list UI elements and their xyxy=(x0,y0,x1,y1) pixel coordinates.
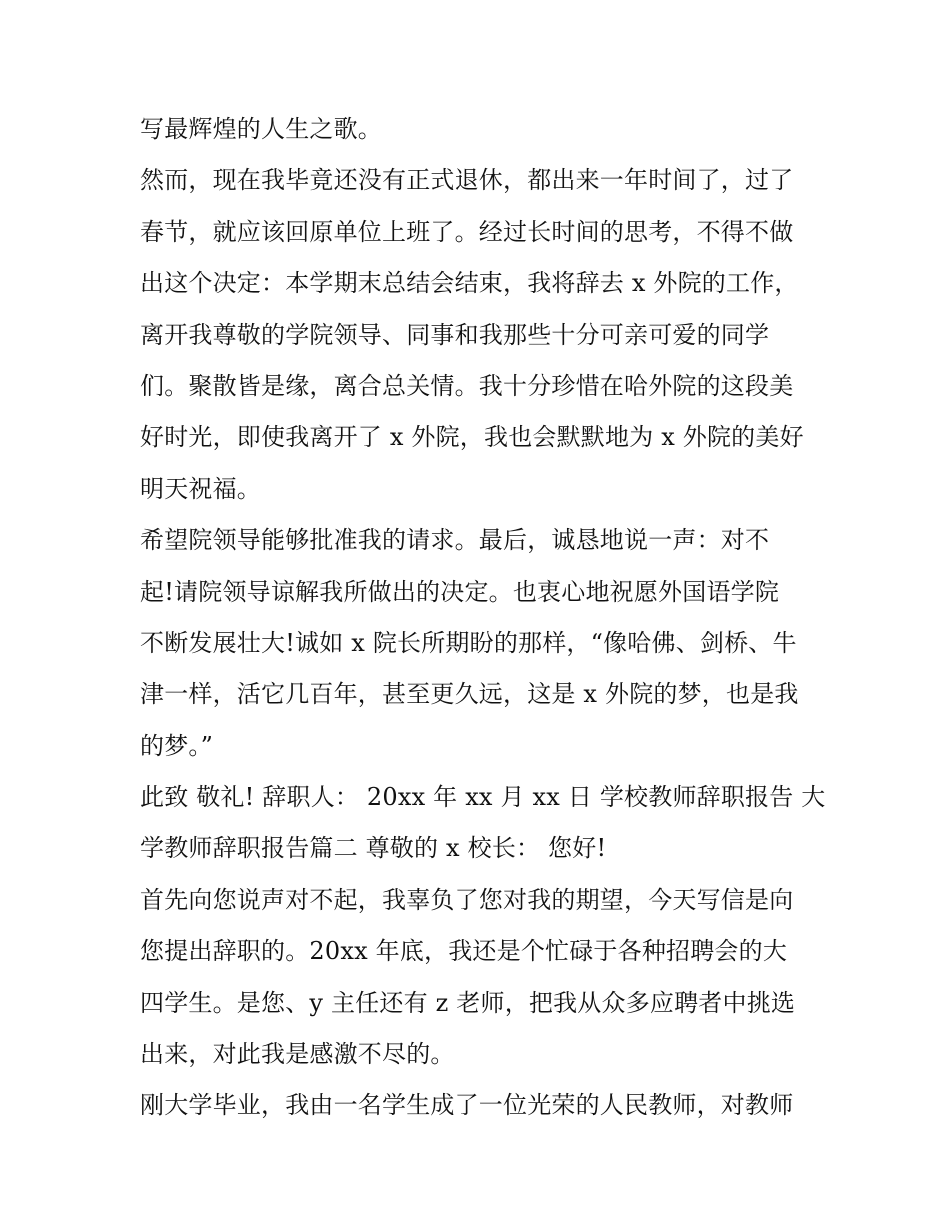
text-line: 刚大学毕业，我由一名学生成了一位光荣的人民教师，对教师 xyxy=(140,1091,794,1120)
text-line: 起!请院领导谅解我所做出的决定。也衷心地祝愿外国语学院 xyxy=(140,577,780,606)
text-line: 好时光，即使我离开了 x 外院，我也会默默地为 x 外院的美好 xyxy=(140,423,804,452)
text-line: 不断发展壮大!诚如 x 院长所期盼的那样，“像哈佛、剑桥、牛 xyxy=(140,628,797,657)
text-line: 的梦。” xyxy=(140,731,214,760)
text-line: 们。聚散皆是缘，离合总关情。我十分珍惜在哈外院的这段美 xyxy=(140,371,794,400)
text-line: 出来，对此我是感激不尽的。 xyxy=(140,1040,455,1069)
text-line: 四学生。是您、y 主任还有 z 老师，把我从众多应聘者中挑选 xyxy=(140,988,796,1017)
text-line: 然而，现在我毕竟还没有正式退休，都出来一年时间了，过了 xyxy=(140,166,794,195)
text-line: 希望院领导能够批准我的请求。最后，诚恳地说一声：对不 xyxy=(140,526,770,555)
text-line: 春节，就应该回原单位上班了。经过长时间的思考，不得不做 xyxy=(140,217,794,246)
text-line: 写最辉煌的人生之歌。 xyxy=(140,115,382,143)
text-line: 离开我尊敬的学院领导、同事和我那些十分可亲可爱的同学 xyxy=(140,320,770,349)
text-line: 您提出辞职的。20xx 年底，我还是个忙碌于各种招聘会的大 xyxy=(140,937,788,966)
text-line: 津一样，活它几百年，甚至更久远，这是 x 外院的梦，也是我 xyxy=(140,680,799,709)
document-body xyxy=(140,104,826,1132)
text-line: 出这个决定：本学期末总结会结束，我将辞去 x 外院的工作， xyxy=(140,269,799,298)
text-line: 明天祝福。 xyxy=(140,474,261,503)
text-line: 此致 敬礼! 辞职人： 20xx 年 xx 月 xx 日 学校教师辞职报告 大 xyxy=(140,783,826,812)
text-line: 学教师辞职报告篇二 尊敬的 x 校长： 您好! xyxy=(140,834,607,863)
text-line: 首先向您说声对不起，我辜负了您对我的期望，今天写信是向 xyxy=(140,885,794,914)
